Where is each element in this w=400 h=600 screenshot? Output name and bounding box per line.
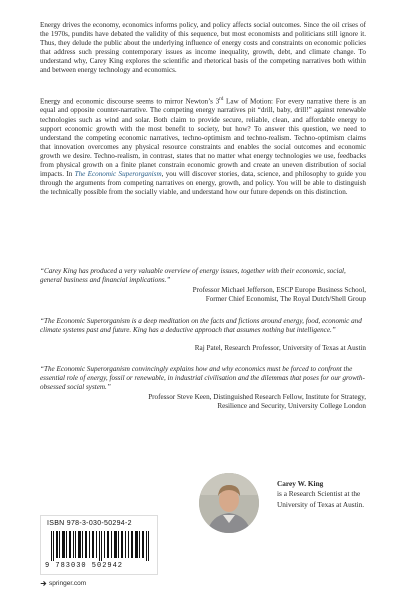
isbn-label: ISBN 978-3-030-50294-2 — [47, 520, 132, 527]
description-paragraph-2: Energy and economic discourse seems to mirror Newton’s 3rd Law of Motion: For every narrative there is an equal and opposite counter-narrative. The competing energy narratives pit “drill, baby, drill!” against renewable technologies such as wind and solar. Both claim to provide secure, reliable, clean, and affordable energy to support economic growth with the most benefit to society, but how? To answer this question, we need to understand the competing economic narratives, techno-optimism and techno-realism. Techno-optimism claims that innovation overcomes any physical resource constraints and enables the social outcomes and economic growth we desire. Techno-realism, in contrast, states that no matter what energy technologies we use, feedbacks from physical growth on a finite planet constrain economic growth and create an uneven distribution of social impacts. In The Economic Superorganism, you will discover stories, data, science, and philosophy to guide you through the arguments from competing narratives on energy, growth, and policy. You will be able to distinguish the technically possible from the socially viable, and understand how our future depends on this distinction. — [40, 97, 367, 197]
endorsement-quote-2: “The Economic Superorganism is a deep meditation on the facts and fictions around energy, food, economic and climate systems past and future. King has a deductive approach that assumes nothing but intelligence.” — [40, 317, 362, 335]
arrow-right-icon — [40, 580, 47, 587]
endorsement-quote-1: “Carey King has produced a very valuable overview of energy issues, together with their economic, social, general business and financial implications.” — [40, 267, 346, 285]
author-bio: Carey W. King is a Research Scientist at the University of Texas at Austin. — [277, 479, 365, 509]
author-name: Carey W. King — [277, 479, 324, 488]
author-photo — [199, 473, 259, 533]
description-paragraph-1: Energy drives the economy, economics informs policy, and policy affects social outcomes. Since the oil crises of the 1970s, pundits have debated the validity of this sequence, but most economists and politicians still ignore it. Thus, they delude the public about the underlying influence of energy costs and constraints on economic policies that address such pressing contemporary issues as income inequality, growth, debt, and climate change. To understand why, Carey King explores the scientific and rhetorical basis of the competing narratives both within and between energy technology and economics. — [40, 21, 366, 75]
endorsement-attribution-2: Raj Patel, Research Professor, University of Texas at Austin — [194, 344, 366, 352]
barcode-digits: 9 783030 502942 — [45, 562, 124, 570]
book-title: The Economic Superorganism — [74, 170, 162, 179]
endorsement-attribution-3: Professor Steve Keen, Distinguished Research Fellow, Institute for Strategy, Resilience and Security, University College London — [148, 393, 366, 411]
endorsement-quote-3: “The Economic Superorganism convincingly explains how and why economics must be forced to confront the essential role of energy, fossil or renewable, in industrial civilisation and the dilemmas that poses for our growth-obsessed social system.” — [40, 365, 365, 392]
endorsement-attribution-1: Professor Michael Jefferson, ESCP Europe Business School, Former Chief Economist, The Royal Dutch/Shell Group — [192, 286, 366, 304]
barcode-icon — [51, 531, 151, 561]
publisher-url[interactable]: springer.com — [49, 580, 87, 587]
publisher-link[interactable] — [40, 580, 86, 587]
isbn-barcode — [40, 515, 158, 575]
